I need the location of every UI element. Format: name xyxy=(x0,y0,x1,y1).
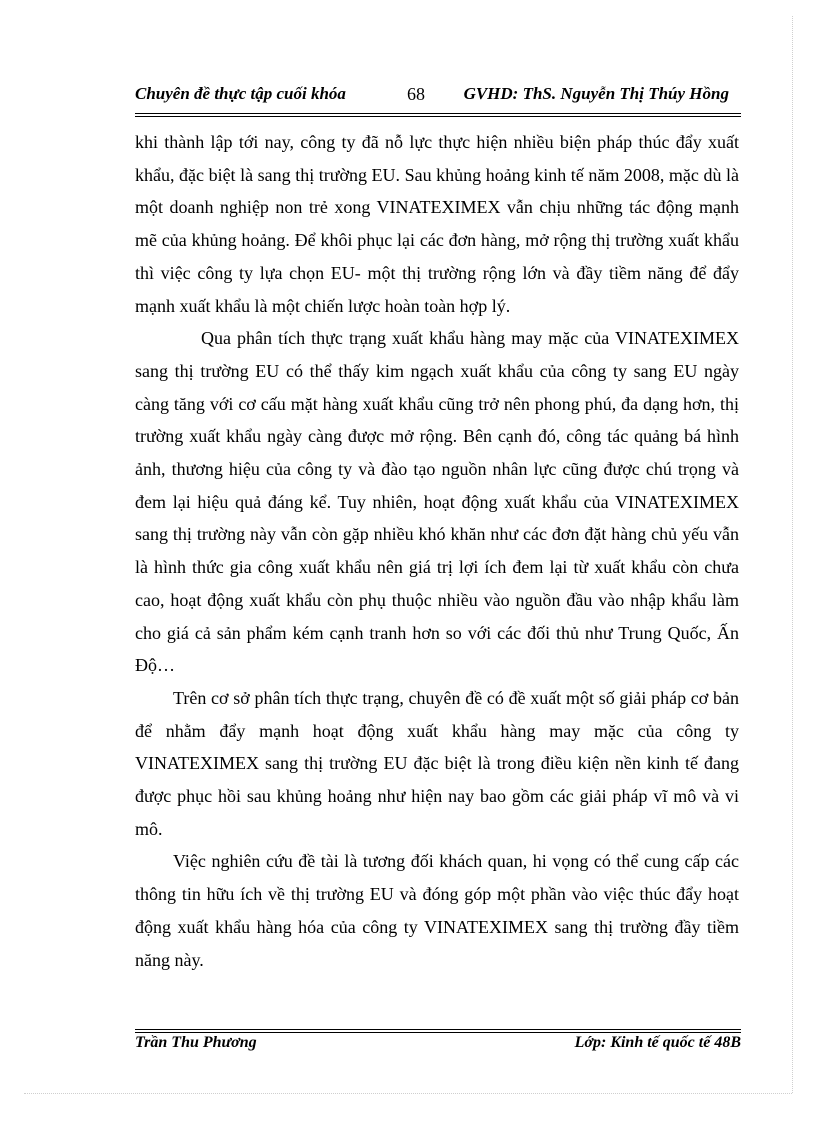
paragraph-3: Trên cơ sở phân tích thực trạng, chuyên đề có đề xuất một số giải pháp cơ bản để nhằm đẩy mạnh hoạt động xuất khẩu hàng may mặc của công ty VINATEXIMEX sang thị trường EU đặc biệt là trong điều kiện nền kinh tế đang được phục hồi sau khủng hoảng như hiện nay bao gồm các giải pháp vĩ mô và vi mô. xyxy=(135,687,739,839)
page-footer xyxy=(135,1034,741,1060)
header-supervisor: GVHD: ThS. Nguyễn Thị Thúy Hồng xyxy=(463,84,729,103)
footer-author: Trần Thu Phương xyxy=(135,1034,257,1051)
footer-rule xyxy=(135,1029,741,1033)
paragraph-2: Qua phân tích thực trạng xuất khẩu hàng may mặc của VINATEXIMEX sang thị trường EU có thể thấy kim ngạch xuất khẩu của công ty sang EU ngày càng tăng với cơ cấu mặt hàng xuất khẩu cũng trở nên phong phú, đa dạng hơn, thị trường xuất khẩu ngày càng được mở rộng. Bên cạnh đó, công tác quảng bá hình ảnh, thương hiệu của công ty và đào tạo nguồn nhân lực cũng được chú trọng và đem lại hiệu quả đáng kể. Tuy nhiên, hoạt động xuất khẩu của VINATEXIMEX sang thị trường này vẫn còn gặp nhiều khó khăn như các đơn đặt hàng chủ yếu vẫn là hình thức gia công xuất khẩu nên giá trị lợi ích đem lại từ xuất khẩu còn chưa cao, hoạt động xuất khẩu còn phụ thuộc nhiều vào nguồn đầu vào nhập khẩu làm cho giá cả sản phẩm kém cạnh tranh hơn so với các đối thủ như Trung Quốc, Ấn Độ… xyxy=(135,328,739,676)
header-document-title: Chuyên đề thực tập cuối khóa xyxy=(135,84,346,103)
header-rule xyxy=(135,113,741,117)
footer-class: Lớp: Kinh tế quốc tế 48B xyxy=(574,1034,741,1051)
body-text xyxy=(135,126,739,976)
header-page-number: 68 xyxy=(407,84,425,104)
paragraph-1: khi thành lập tới nay, công ty đã nỗ lực thực hiện nhiều biện pháp thúc đẩy xuất khẩu, đặc biệt là sang thị trường EU. Sau khủng hoảng kinh tế năm 2008, mặc dù là một doanh nghiệp non trẻ xong VINATEXIMEX vẫn chịu những tác động mạnh mẽ của khủng hoảng. Để khôi phục lại các đơn hàng, mở rộng thị trường xuất khẩu thì việc công ty lựa chọn EU- một thị trường rộng lớn và đầy tiềm năng để đẩy mạnh xuất khẩu là một chiến lược hoàn toàn hợp lý. xyxy=(135,132,739,316)
page-edge-right xyxy=(792,16,793,1093)
page-header xyxy=(135,82,741,112)
paragraph-4: Việc nghiên cứu đề tài là tương đối khách quan, hi vọng có thể cung cấp các thông tin hữu ích về thị trường EU và đóng góp một phần vào việc thúc đẩy hoạt động xuất khẩu hàng hóa của công ty VINATEXIMEX sang thị trường đầy tiềm năng này. xyxy=(135,851,739,970)
page-edge-bottom xyxy=(24,1093,792,1094)
